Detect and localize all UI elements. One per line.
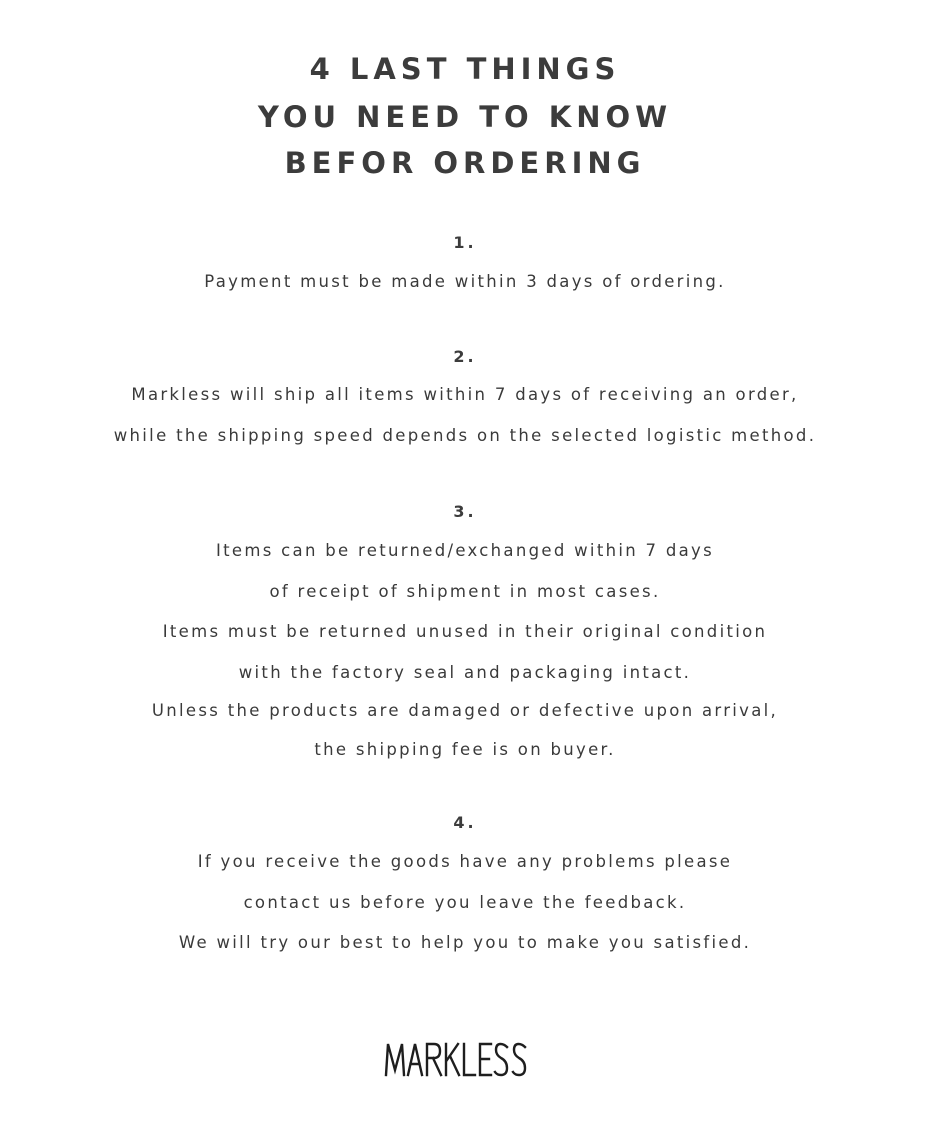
markless-logo-mark [384, 1040, 546, 1080]
title-line-3: BEFOR ORDERING [284, 146, 646, 180]
title-line-2: YOU NEED TO KNOW [257, 100, 673, 134]
item-2-number: 2. [453, 347, 477, 366]
item-4-line-2: contact us before you leave the feedback. [243, 893, 687, 912]
item-3-line-1: Items can be returned/exchanged within 7 days [215, 541, 715, 560]
item-3-line-2: of receipt of shipment in most cases. [269, 582, 661, 601]
item-3-line-4: with the factory seal and packaging intact. [238, 663, 692, 682]
markless-logo [0, 1040, 930, 1080]
item-3-line-5: Unless the products are damaged or defective upon arrival, [151, 701, 779, 720]
item-2-line-1: Markless will ship all items within 7 days of receiving an order, [131, 385, 799, 404]
item-4-number: 4. [453, 813, 477, 832]
item-3-number: 3. [453, 502, 477, 521]
item-1-line-1: Payment must be made within 3 days of ordering. [204, 272, 726, 291]
item-4-line-3: We will try our best to help you to make you satisfied. [178, 933, 752, 952]
title-line-1: 4 LAST THINGS [309, 52, 621, 86]
item-2-line-2: while the shipping speed depends on the selected logistic method. [113, 426, 817, 445]
item-3-line-3: Items must be returned unused in their original condition [162, 622, 768, 641]
item-4-line-1: If you receive the goods have any problems please [197, 852, 733, 871]
item-1-number: 1. [453, 233, 477, 252]
item-3-line-6: the shipping fee is on buyer. [314, 740, 616, 759]
